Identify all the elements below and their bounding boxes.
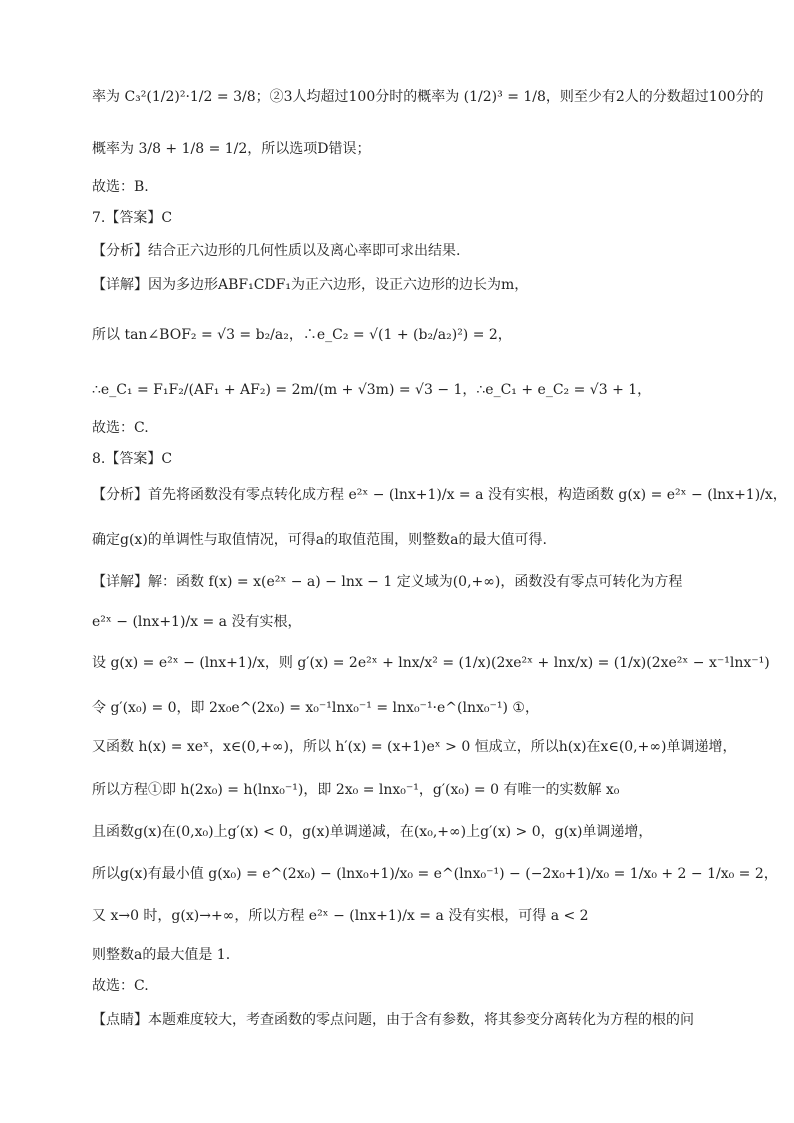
text-line: 又 x→0 时，g(x)→+∞，所以方程 e²ˣ − (lnx+1)/x = a 没有实根，可得 a < 2 [92, 908, 589, 924]
text-line: ∴e_C₁ = F₁F₂/(AF₁ + AF₂) = 2m/(m + √3m) = √3 − 1，∴e_C₁ + e_C₂ = √3 + 1， [92, 382, 652, 398]
text-line: 故选：C. [92, 420, 149, 436]
text-line: 概率为 3/8 + 1/8 = 1/2，所以选项D错误； [92, 141, 371, 157]
text-line: 8.【答案】C [92, 451, 173, 467]
text-line: 故选：B. [92, 179, 149, 195]
text-line: 又函数 h(x) = xeˣ，x∈(0,+∞)，所以 h′(x) = (x+1)eˣ > 0 恒成立，所以h(x)在x∈(0,+∞)单调递增， [92, 739, 737, 755]
text-line: 【详解】因为多边形ABF₁CDF₁为正六边形，设正六边形的边长为m， [92, 277, 529, 293]
text-line: 故选：C. [92, 978, 149, 994]
text-line: 且函数g(x)在(0,x₀)上g′(x) < 0，g(x)单调递减，在(x₀,+∞)上g′(x) > 0，g(x)单调递增， [92, 824, 653, 840]
text-line: 则整数a的最大值是 1. [92, 947, 231, 963]
text-line: 率为 C₃²(1/2)²·1/2 = 3/8；②3人均超过100分时的概率为 (1/2)³ = 1/8，则至少有2人的分数超过100分的 [92, 89, 764, 105]
text-line: 【分析】结合正六边形的几何性质以及离心率即可求出结果. [92, 243, 461, 259]
text-line: 所以方程①即 h(2x₀) = h(lnx₀⁻¹)，即 2x₀ = lnx₀⁻¹，g′(x₀) = 0 有唯一的实数解 x₀ [92, 782, 620, 798]
text-line: 确定g(x)的单调性与取值情况，可得a的取值范围，则整数a的最大值可得. [92, 532, 547, 548]
text-line: 令 g′(x₀) = 0，即 2x₀e^(2x₀) = x₀⁻¹lnx₀⁻¹ = lnx₀⁻¹·e^(lnx₀⁻¹) ①， [92, 700, 539, 716]
text-line: 【详解】解：函数 f(x) = x(e²ˣ − a) − lnx − 1 定义域为(0,+∞)，函数没有零点可转化为方程 [92, 574, 683, 590]
text-line: e²ˣ − (lnx+1)/x = a 没有实根， [92, 614, 302, 630]
text-line: 【分析】首先将函数没有零点转化成方程 e²ˣ − (lnx+1)/x = a 没有实根，构造函数 g(x) = e²ˣ − (lnx+1)/x， [92, 487, 787, 503]
text-line: 7.【答案】C [92, 210, 173, 226]
text-line: 设 g(x) = e²ˣ − (lnx+1)/x，则 g′(x) = 2e²ˣ + lnx/x² = (1/x)(2xe²ˣ + lnx/x) = (1/x)(2xe²ˣ − x⁻¹lnx⁻¹) [92, 655, 770, 671]
text-line: 【点睛】本题难度较大，考查函数的零点问题，由于含有参数，将其参变分离转化为方程的根的问 [92, 1012, 694, 1028]
text-line: 所以 tan∠BOF₂ = √3 = b₂/a₂，∴e_C₂ = √(1 + (b₂/a₂)²) = 2， [92, 327, 512, 343]
text-line: 所以g(x)有最小值 g(x₀) = e^(2x₀) − (lnx₀+1)/x₀ = e^(lnx₀⁻¹) − (−2x₀+1)/x₀ = 1/x₀ + 2 − 1/x₀ = 2， [92, 866, 778, 882]
